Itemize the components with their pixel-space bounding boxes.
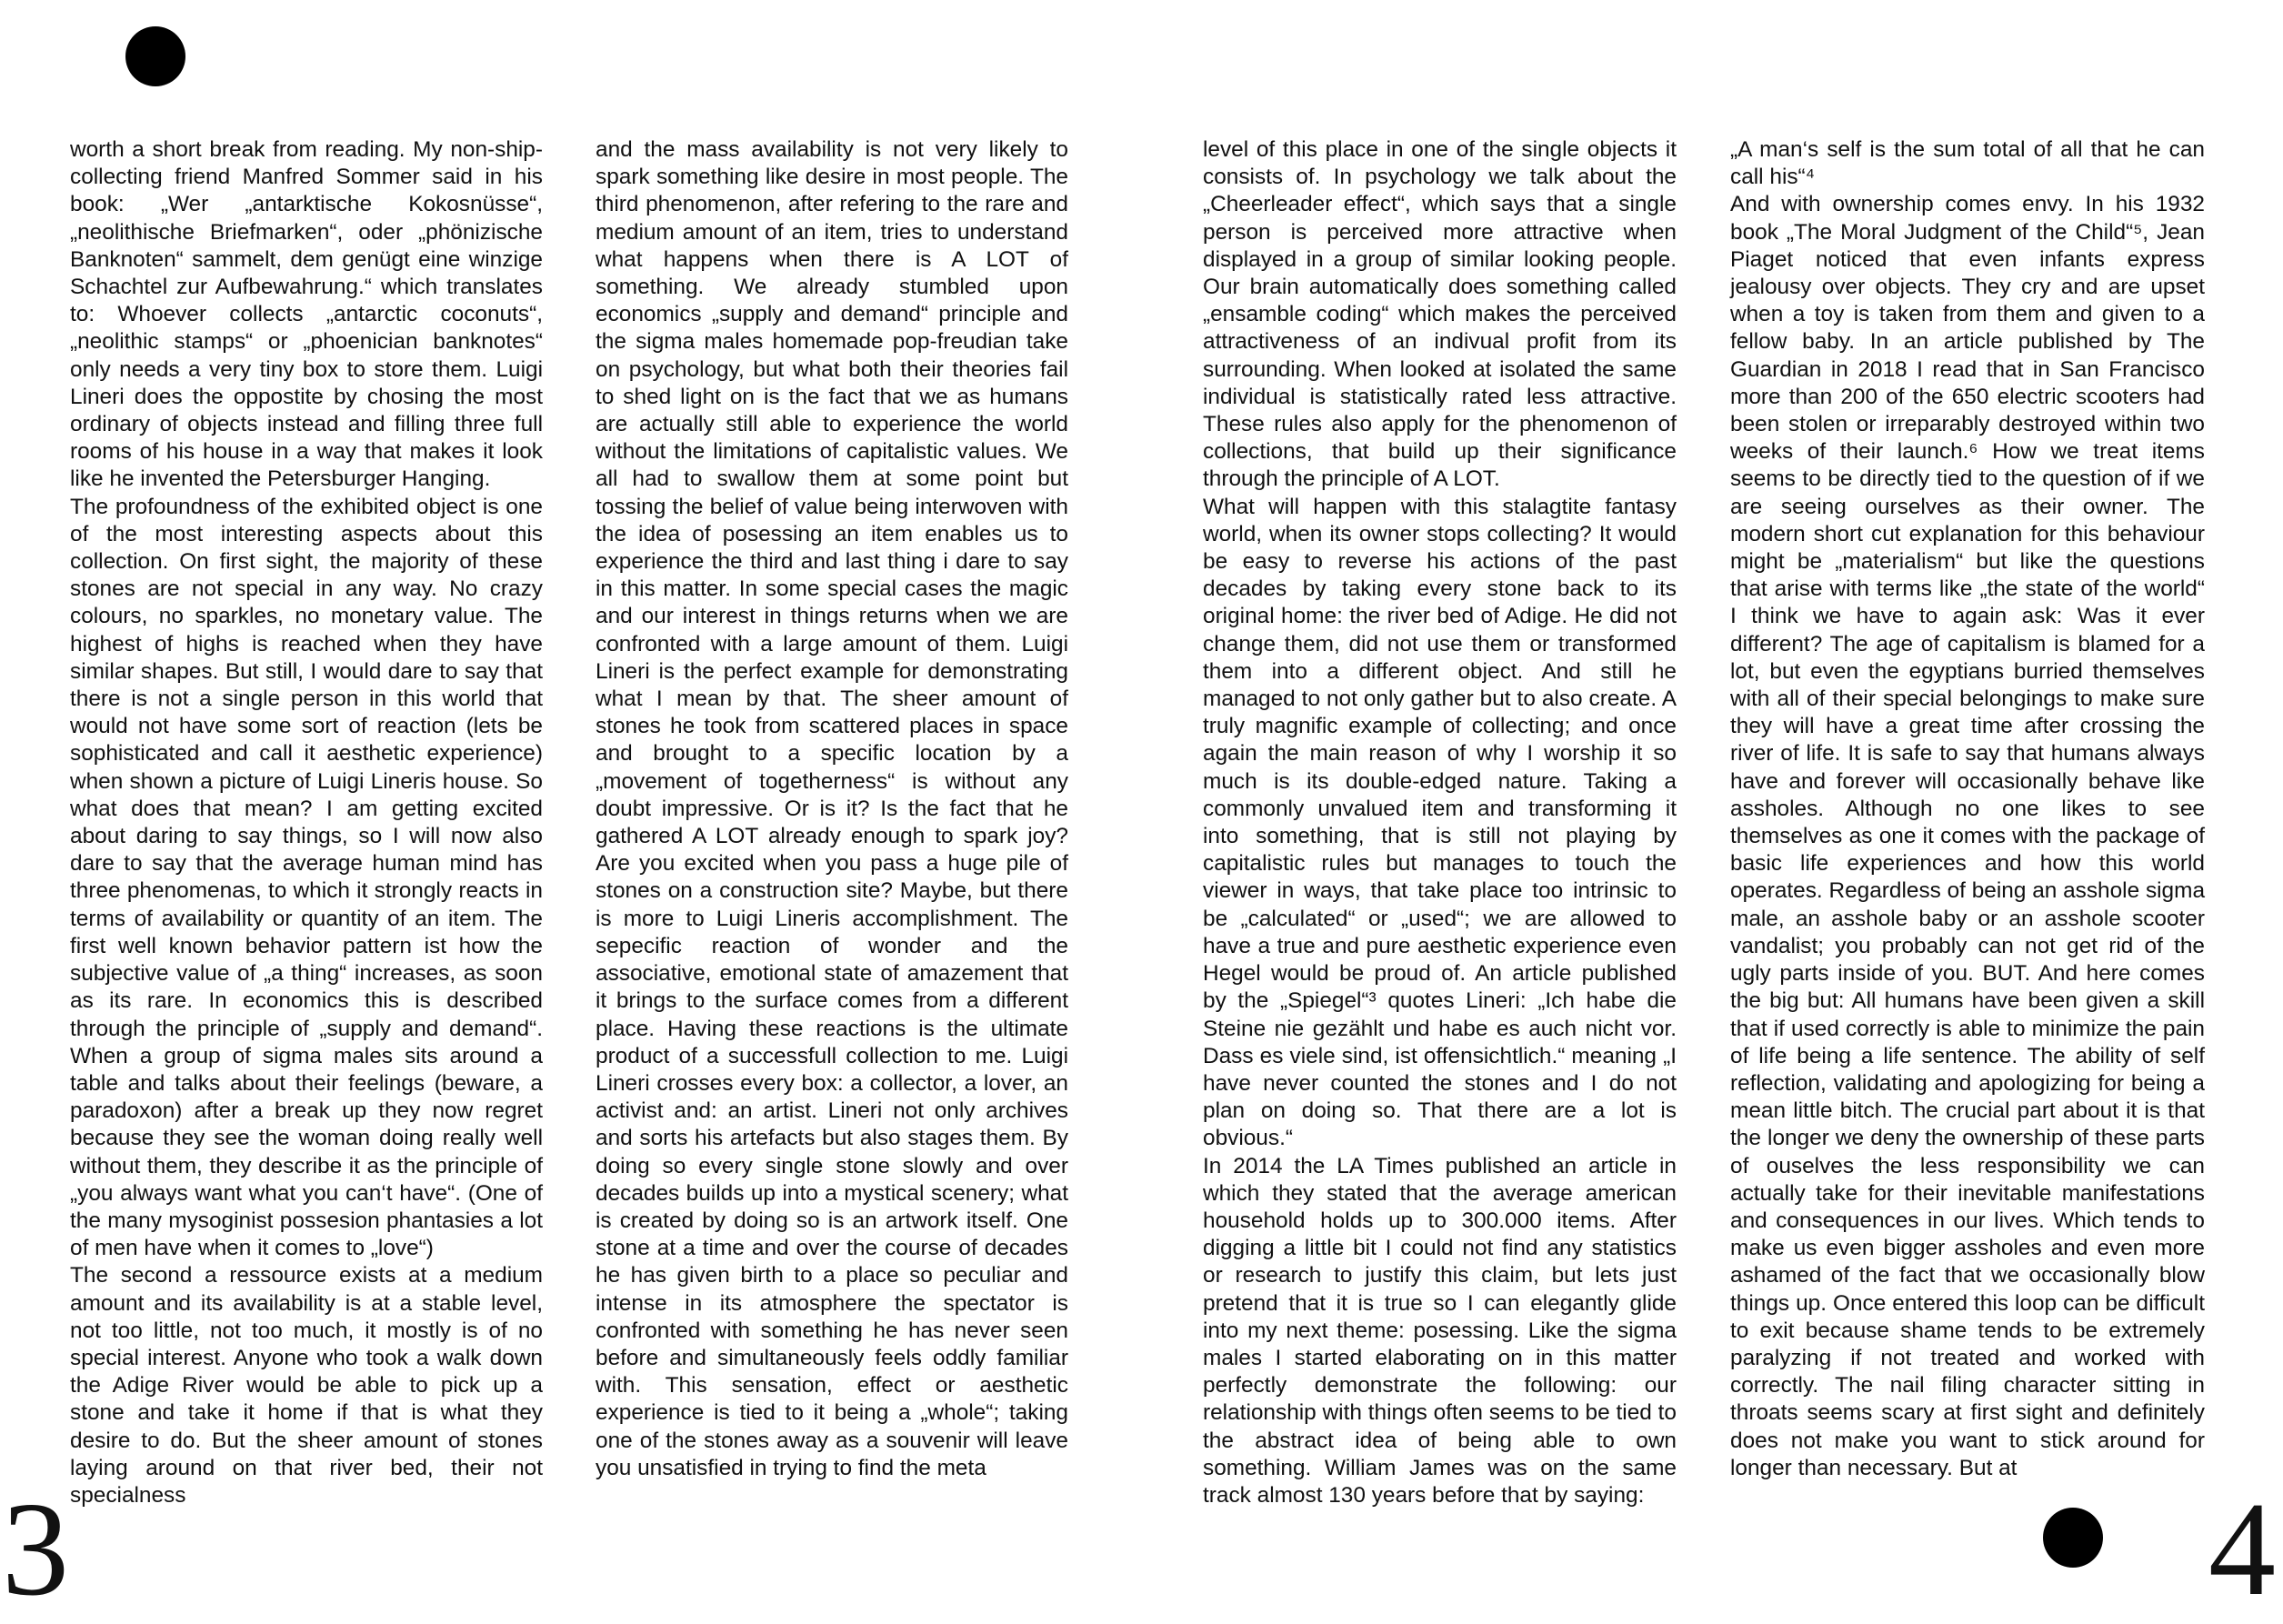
paragraph: worth a short break from reading. My non-ship-collecting friend Manfred Sommer said in his book: „Wer „antarktische Kokosnüsse“, „neolithische Briefmarken“, oder „phönizische Banknoten“ sammelt, dem genügt eine winzige Schachtel zur Aufbewahrung.“ which translates to: Whoever collects „antarctic coconuts“, „neolithic stamps“ or „phoenician banknotes“ only needs a very tiny box to store them. Luigi Lineri does the oppostite by chosing the most ordinary of objects instead and filling three full rooms of his house in a way that makes it look like he invented the Petersburger Hanging. bbox=[70, 137, 543, 492]
text-column-2 bbox=[596, 136, 1068, 1491]
paragraph: level of this place in one of the single objects it consists of. In psychology we talk about the „Cheerleader effect“, which says that a single person is perceived more attractive when displayed in a group of similar looking people. Our brain automatically does something called „ensamble coding“ which makes the perceived attractiveness of an indivual profit from its surrounding. When looked at isolated the same individual is statistically rated less attractive. These rules also apply for the phenomenon of collections, that build up their significance through the principle of A LOT. bbox=[1203, 137, 1677, 492]
paragraph: and the mass availability is not very likely to spark something like desire in most people. The third phenomenon, after refering to the rare and medium amount of an item, tries to understand what happens when there is A LOT of something. We already stumbled upon economics „supply and demand“ principle and the sigma males homemade pop-freudian take on psychology, but what both their theories fail to shed light on is the fact that we as humans are actually still able to experience the world without the limitations of capitalistic values. We all had to swallow them at some point but tossing the belief of value being interwoven with the idea of posessing an item enables us to experience the third and last thing i dare to say in this matter. In some special cases the magic and our interest in things returns when we are confronted with a large amount of them. Luigi Lineri is the perfect example for demonstrating what I mean by that. The sheer amount of stones he took from scattered places in space and brought to a specific location by a „movement of togetherness“ is without any doubt impressive. Or is it? Is the fact that he gathered A LOT already enough to spark joy? Are you excited when you pass a huge pile of stones on a construction site? Maybe, but there is more to Luigi Lineris accomplishment. The sepecific reaction of wonder and the associative, emotional state of amazement that it brings to the surface comes from a different place. Having these reactions is the ultimate product of a successfull collection to me. Luigi Lineri crosses every box: a collector, a lover, an activist and: an artist. Lineri not only archives and sorts his artefacts but also stages them. By doing so every single stone slowly and over decades builds up into a mystical scenery; what is created by doing so is an artwork itself. One stone at a time and over the course of decades he has given birth to a place so peculiar and intense in its atmosphere the spectator is confronted with something he has never seen before and simultaneously feels oddly familiar with. This sensation, effect or aesthetic experience is tied to it being a „whole“; taking one of the stones away as a souvenir will leave you unsatisfied in trying to find the meta bbox=[596, 137, 1068, 1480]
text-column-4 bbox=[1730, 136, 2205, 1491]
right-page-number: 4 bbox=[2208, 1475, 2276, 1624]
paragraph: The second a ressource exists at a medium amount and its availability is at a stable level, not too little, not too much, it mostly is of no special interest. Anyone who took a walk down the Adige River would be able to pick up a stone and take it home if that is what they desire to do. But the sheer amount of stones laying around on that river bed, their not specialness bbox=[70, 1263, 543, 1508]
text-column-3 bbox=[1203, 136, 1677, 1508]
black-dot-ornament-top bbox=[125, 26, 185, 86]
paragraph: In 2014 the LA Times published an article in which they stated that the average american household holds up to 300.000 items. After digging a little bit I could not find any statistics or research to justify this claim, but lets just pretend that it is true so I can elegantly glide into my next theme: posessing. Like the sigma males I started elaborating on in this matter perfectly demonstrate the following: our relationship with things often seems to be tied to the abstract idea of being able to own something. William James was on the same track almost 130 years before that by saying: bbox=[1203, 1153, 1677, 1508]
paragraph: „A man‘s self is the sum total of all that he can call his“⁴ bbox=[1730, 137, 2205, 190]
black-dot-ornament-bottom bbox=[2043, 1508, 2103, 1568]
paragraph: What will happen with this stalagtite fantasy world, when its owner stops collecting? It would be easy to reverse his actions of the past decades by taking every stone back to its original home: the river bed of Adige. He did not change them, did not use them or transformed them into a different object. And still he managed to not only gather but to also create. A truly magnific example of collecting; and once again the main reason of why I worship it so much is its double-edged nature. Taking a commonly unvalued item and transforming it into something, that is still not playing by capitalistic rules but manages to touch the viewer in ways, that take place too intrinsic to be „calculated“ or „used“; we are allowed to have a true and pure aesthetic experience even Hegel would be proud of. An article published by the „Spiegel“³ quotes Lineri: „Ich habe die Steine nie gezählt und habe es auch nicht vor. Dass es viele sind, ist offensichtlich.“ meaning „I have never counted the stones and I do not plan on doing so. That there are a lot is obvious.“ bbox=[1203, 494, 1677, 1151]
text-column-1 bbox=[70, 136, 543, 1508]
paragraph: And with ownership comes envy. In his 1932 book „The Moral Judgment of the Child“⁵, Jean Piaget noticed that even infants express jealousy over objects. They cry and are upset when a toy is taken from them and given to a fellow baby. In an article published by The Guardian in 2018 I read that in San Francisco more than 200 of the 650 electric scooters had been stolen or irreparably destroyed within two weeks of their launch.⁶ How we treat items seems to be directly tied to the question of if we are seeing ourselves as their owner. The modern short cut explanation for this behaviour might be „materialism“ but like the questions that arise with terms like „the state of the world“ I think we have to again ask: Was it ever different? The age of capitalism is blamed for a lot, but even the egyptians burried themselves with all of their special belongings to make sure they will have a great time after crossing the river of life. It is safe to say that humans always have and forever will occasionally behave like assholes. Although no one likes to see themselves as one it comes with the package of basic life experiences and how this world operates. Regardless of being an asshole sigma male, an asshole baby or an asshole scooter vandalist; you probably can not get rid of the ugly parts inside of you. BUT. And here comes the big but: All humans have been given a skill that if used correctly is able to minimize the pain of life being a life sentence. The ability of self reflection, validating and apologizing for being a mean little bitch. The crucial part about it is that the longer we deny the ownership of these parts of ouselves the less responsibility we can actually take for their inevitable manifestations and consequences in our lives. Which tends to make us even bigger assholes and even more ashamed of the fact that we occasionally blow things up. Once entered this loop can be difficult to exit because shame tends to be extremely paralyzing if not treated and worked with correctly. The nail filing character sitting in throats seems scary at first sight and definitely does not make you want to stick around for longer than necessary. But at bbox=[1730, 192, 2206, 1480]
left-page-number: 3 bbox=[2, 1475, 69, 1624]
paragraph: The profoundness of the exhibited object is one of the most interesting aspects about this collection. On first sight, the majority of these stones are not special in any way. No crazy colours, no sparkles, no monetary value. The highest of highs is reached when they have similar shapes. But still, I would dare to say that there is not a single person in this world that would not have some sort of reaction (lets be sophisticated and call it aesthetic experience) when shown a picture of Luigi Lineris house. So what does that mean? I am getting excited about daring to say things, so I will now also dare to say that the average human mind has three phenomenas, to which it strongly reacts in terms of availability or quantity of an item. The first well known behavior pattern ist how the subjective value of „a thing“ increases, as soon as its rare. In economics this is described through the principle of „supply and demand“. When a group of sigma males sits around a table and talks about their feelings (beware, a paradoxon) after a break up they now regret because they see the woman doing really well without them, they describe it as the principle of „you always want what you can‘t have“. (One of the many mysoginist possesion phantasies a lot of men have when it comes to „love“) bbox=[70, 494, 543, 1261]
